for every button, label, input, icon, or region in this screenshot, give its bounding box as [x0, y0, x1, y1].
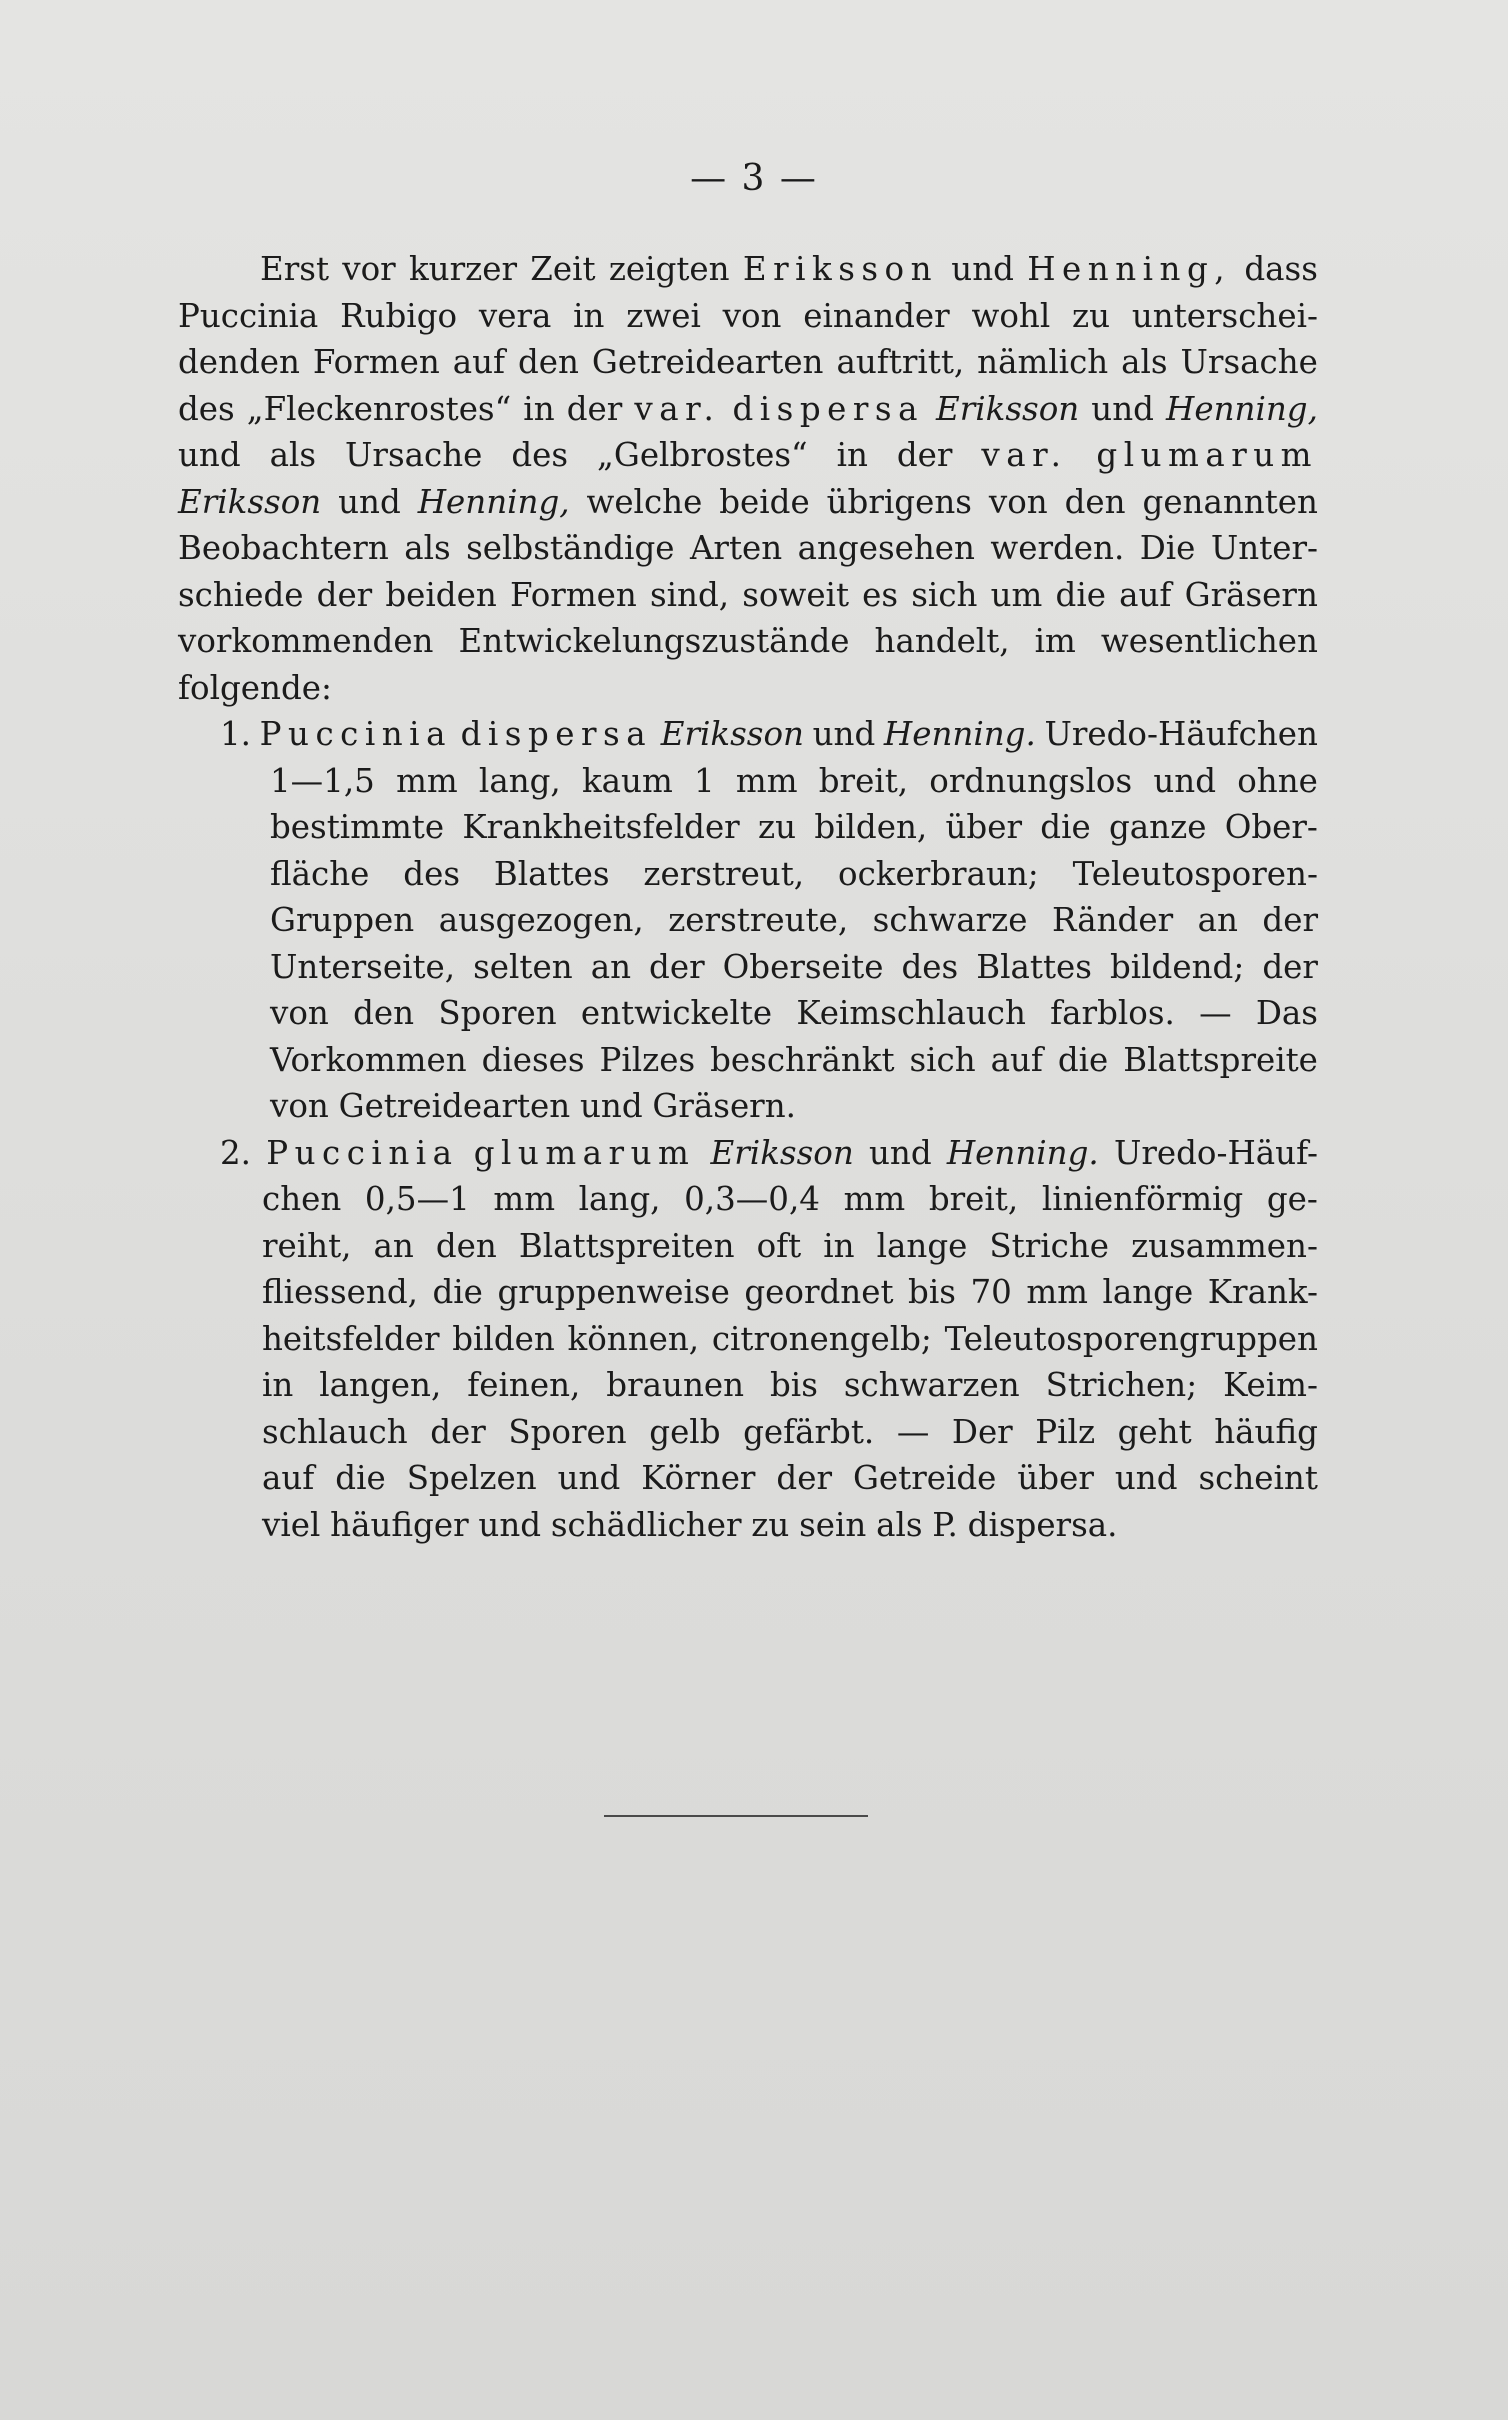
text-line: und als Ursache des „Gelbrostes“ in der var. glumarum: [178, 436, 1318, 474]
text-line: Eriksson und Henning, welche beide übrigens von den genannten: [178, 482, 1318, 521]
text-line: fläche des Blattes zerstreut, ockerbraun; Teleutosporen-: [270, 854, 1318, 893]
text-line: heitsfelder bilden können, citronengelb; Teleutosporengruppen: [262, 1319, 1318, 1358]
text-line: in langen, feinen, braunen bis schwarzen Strichen; Keim-: [262, 1366, 1318, 1404]
text-line: auf die Spelzen und Körner der Getreide über und scheint: [262, 1459, 1318, 1497]
text-line: Gruppen ausgezogen, zerstreute, schwarze Ränder an der: [270, 901, 1318, 939]
text-line: schlauch der Sporen gelb gefärbt. — Der Pilz geht häufig: [262, 1412, 1318, 1451]
list-item-heading: 1. Puccinia dispersa Eriksson und Henning. Uredo-Häufchen: [220, 715, 1318, 753]
text-line: Unterseite, selten an der Oberseite des Blattes bildend; der: [270, 947, 1318, 986]
text-line: viel häufiger und schädlicher zu sein als P. dispersa.: [262, 1505, 1118, 1544]
text-line: reiht, an den Blattspreiten oft in lange Striche zusammen-: [262, 1226, 1318, 1265]
text-line: vorkommenden Entwickelungszustände handelt, im wesentlichen: [178, 622, 1318, 660]
list-item-heading: 2. Puccinia glumarum Eriksson und Henning. Uredo-Häuf-: [220, 1133, 1318, 1172]
text-line: bestimmte Krankheitsfelder zu bilden, über die ganze Ober-: [270, 808, 1318, 846]
text-line: 1—1,5 mm lang, kaum 1 mm breit, ordnungslos und ohne: [270, 761, 1318, 800]
text-line: chen 0,5—1 mm lang, 0,3—0,4 mm breit, linienförmig ge-: [262, 1180, 1318, 1218]
text-line: Erst vor kurzer Zeit zeigten Eriksson und Henning, dass: [260, 250, 1318, 288]
text-line: Beobachtern als selbständige Arten angesehen werden. Die Unter-: [178, 529, 1318, 567]
text-line: von Getreidearten und Gräsern.: [270, 1087, 796, 1125]
text-line: denden Formen auf den Getreidearten auftritt, nämlich als Ursache: [178, 343, 1318, 381]
page-number: — 3 —: [690, 158, 818, 199]
text-line: fliessend, die gruppenweise geordnet bis 70 mm lange Krank-: [262, 1273, 1318, 1311]
text-line: des „Fleckenrostes“ in der var. dispersa Eriksson und Henning,: [178, 389, 1318, 428]
text-line: Vorkommen dieses Pilzes beschränkt sich auf die Blattspreite: [270, 1040, 1318, 1079]
section-divider: [604, 1815, 868, 1817]
text-line: von den Sporen entwickelte Keimschlauch farblos. — Das: [270, 994, 1318, 1032]
text-line: folgende:: [178, 668, 332, 707]
text-line: schiede der beiden Formen sind, soweit es sich um die auf Gräsern: [178, 575, 1318, 614]
body-text: [178, 246, 1318, 1548]
text-line: Puccinia Rubigo vera in zwei von einander wohl zu unterschei-: [178, 296, 1318, 335]
